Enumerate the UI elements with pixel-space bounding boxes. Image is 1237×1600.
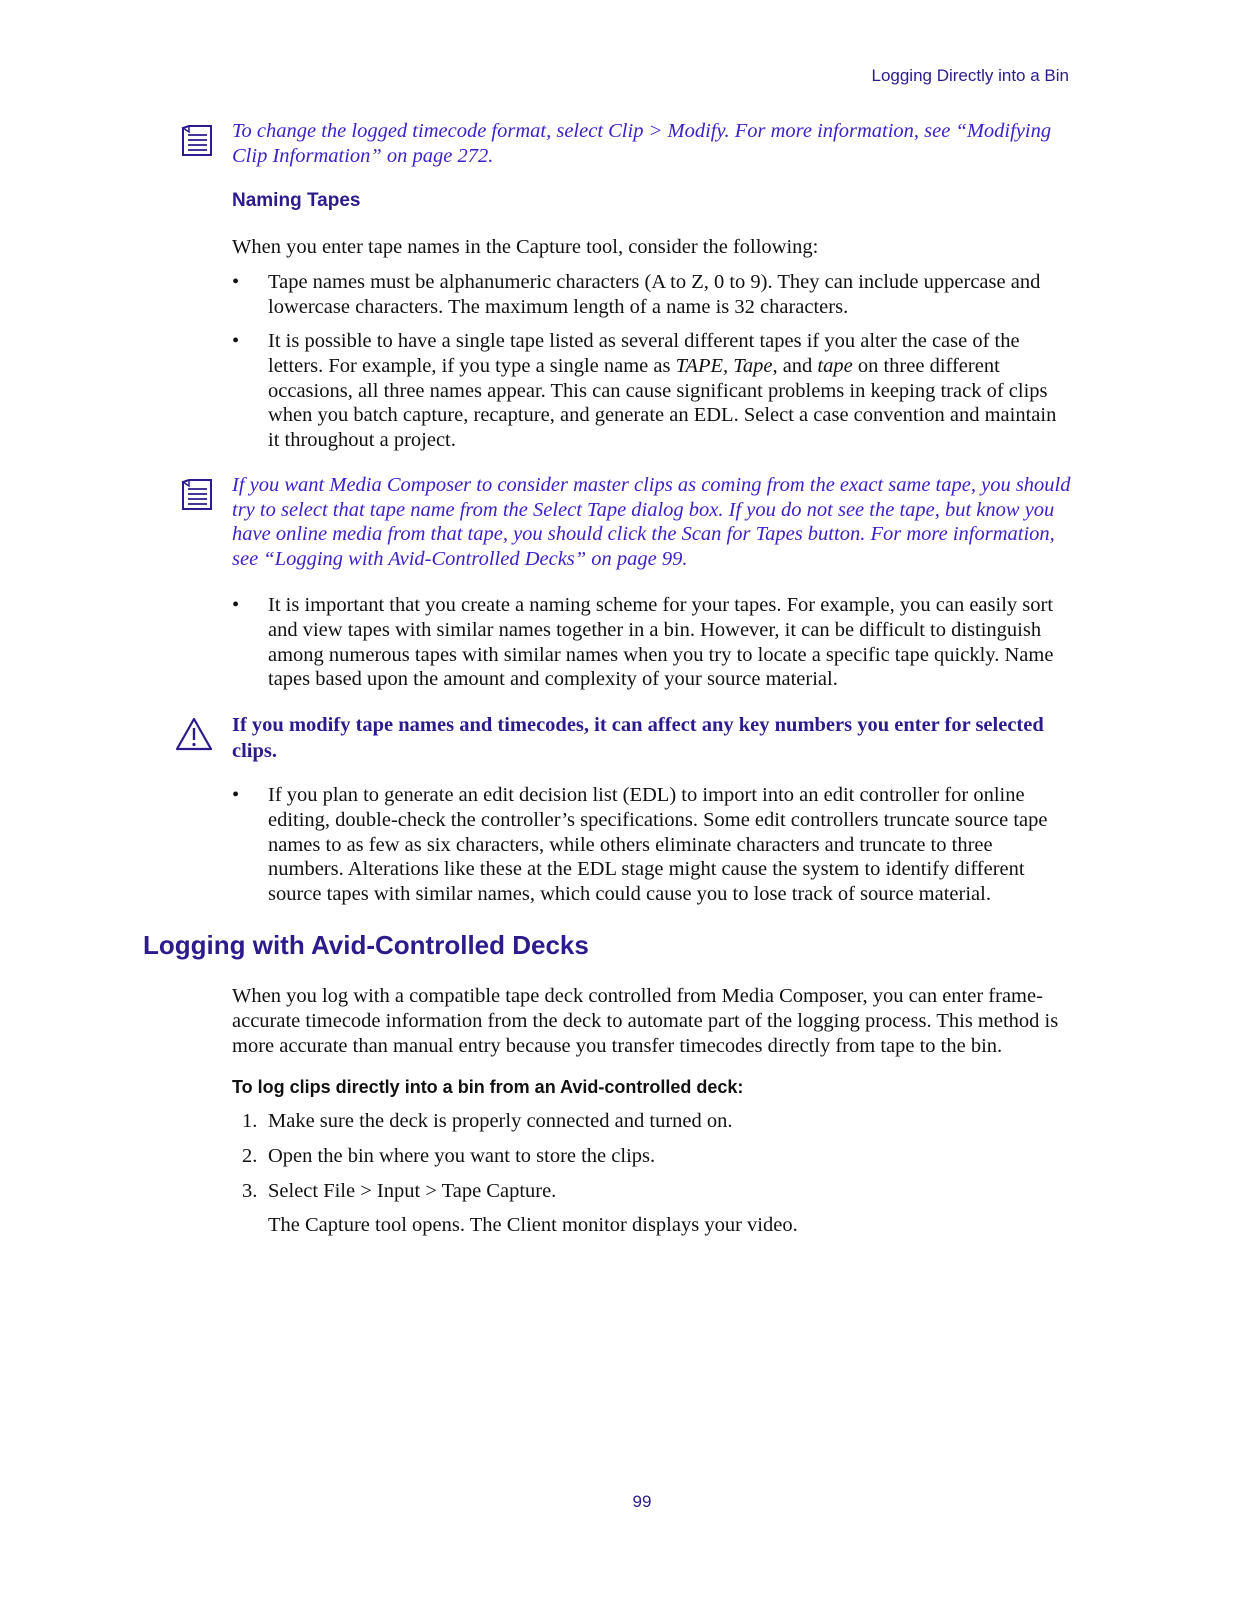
bullet-mark: • [232,330,240,352]
note-icon [180,122,214,158]
bullet-item [232,783,1072,907]
step-item [232,1144,1072,1169]
section-intro: When you log with a compatible tape deck controlled from Media Composer, you can enter frame-accurate timecode information from the deck to automate part of the logging process. This method is more accurate than manual entry because you transfer timecodes directly from tape to the bin. [232,985,1059,1057]
note-icon [180,476,214,512]
bullet-text: It is possible to have a single tape listed as several different tapes if you alter the case of the letters. For example, if you type a single name as TAPE, Tape, and tape on three different occasions, all three names appear. This can cause significant problems in keeping track of clips when you batch capture, recapture, and generate an EDL. Select a case convention and maintain it throughout a project. [268,330,1057,452]
caution-icon [174,716,214,752]
bullet-mark: • [232,271,240,293]
bullet-text: If you plan to generate an edit decision list (EDL) to import into an edit controller for online editing, double-check the controller’s specifications. Some edit controllers truncate source tape names to as few as six characters, while others eliminate characters and truncate to three numbers. Alterations like these at the EDL stage might cause the system to identify different source tapes with similar names, which could cause you to lose track of source material. [268,784,1048,906]
caution-text: If you modify tape names and timecodes, it can affect any key numbers you enter for selected clips. [232,714,1044,762]
bullet-item [232,593,1072,692]
bullet-text: Tape names must be alphanumeric characters (A to Z, 0 to 9). They can include uppercase and lowercase characters. The maximum length of a name is 32 characters. [268,271,1041,318]
page-number: 99 [632,1492,652,1511]
step-text: Make sure the deck is properly connected and turned on. [268,1110,733,1132]
running-header: Logging Directly into a Bin [871,66,1069,85]
note-text-timecode: To change the logged timecode format, select Clip > Modify. For more information, see “Modifying Clip Information” on page 272. [232,120,1052,167]
section-heading: Logging with Avid-Controlled Decks [143,930,589,960]
step-text: Select File > Input > Tape Capture. [268,1180,557,1202]
note-text-master-clips: If you want Media Composer to consider master clips as coming from the exact same tape, you should try to select that tape name from the Select Tape dialog box. If you do not see the tape, but know you have online media from that tape, you should click the Scan for Tapes button. For more information, see “Logging with Avid-Controlled Decks” on page 99. [232,474,1071,570]
step-item [232,1109,1072,1134]
naming-tapes-intro: When you enter tape names in the Capture tool, consider the following: [232,236,819,258]
step-number: 2. [242,1145,258,1167]
bullet-text: It is important that you create a naming scheme for your tapes. For example, you can easily sort and view tapes with similar names together in a bin. However, it can be difficult to distinguish among numerous tapes with similar names when you try to locate a specific tape quickly. Name tapes based upon the amount and complexity of your source material. [268,594,1054,691]
step-number: 1. [242,1110,258,1132]
example-tape-names: TAPE, Tape [675,354,773,377]
bullet-item [232,270,1072,320]
naming-tapes-heading: Naming Tapes [232,190,361,211]
step-result: The Capture tool opens. The Client monitor displays your video. [268,1214,798,1236]
example-tape-name: tape [817,354,853,377]
step-number: 3. [242,1180,258,1202]
bullet-item [232,329,1072,453]
bullet-mark: • [232,784,240,806]
step-text: Open the bin where you want to store the clips. [268,1145,656,1167]
step-item [232,1179,1072,1204]
procedure-title: To log clips directly into a bin from an Avid-controlled deck: [232,1077,744,1097]
bullet-mark: • [232,594,240,616]
